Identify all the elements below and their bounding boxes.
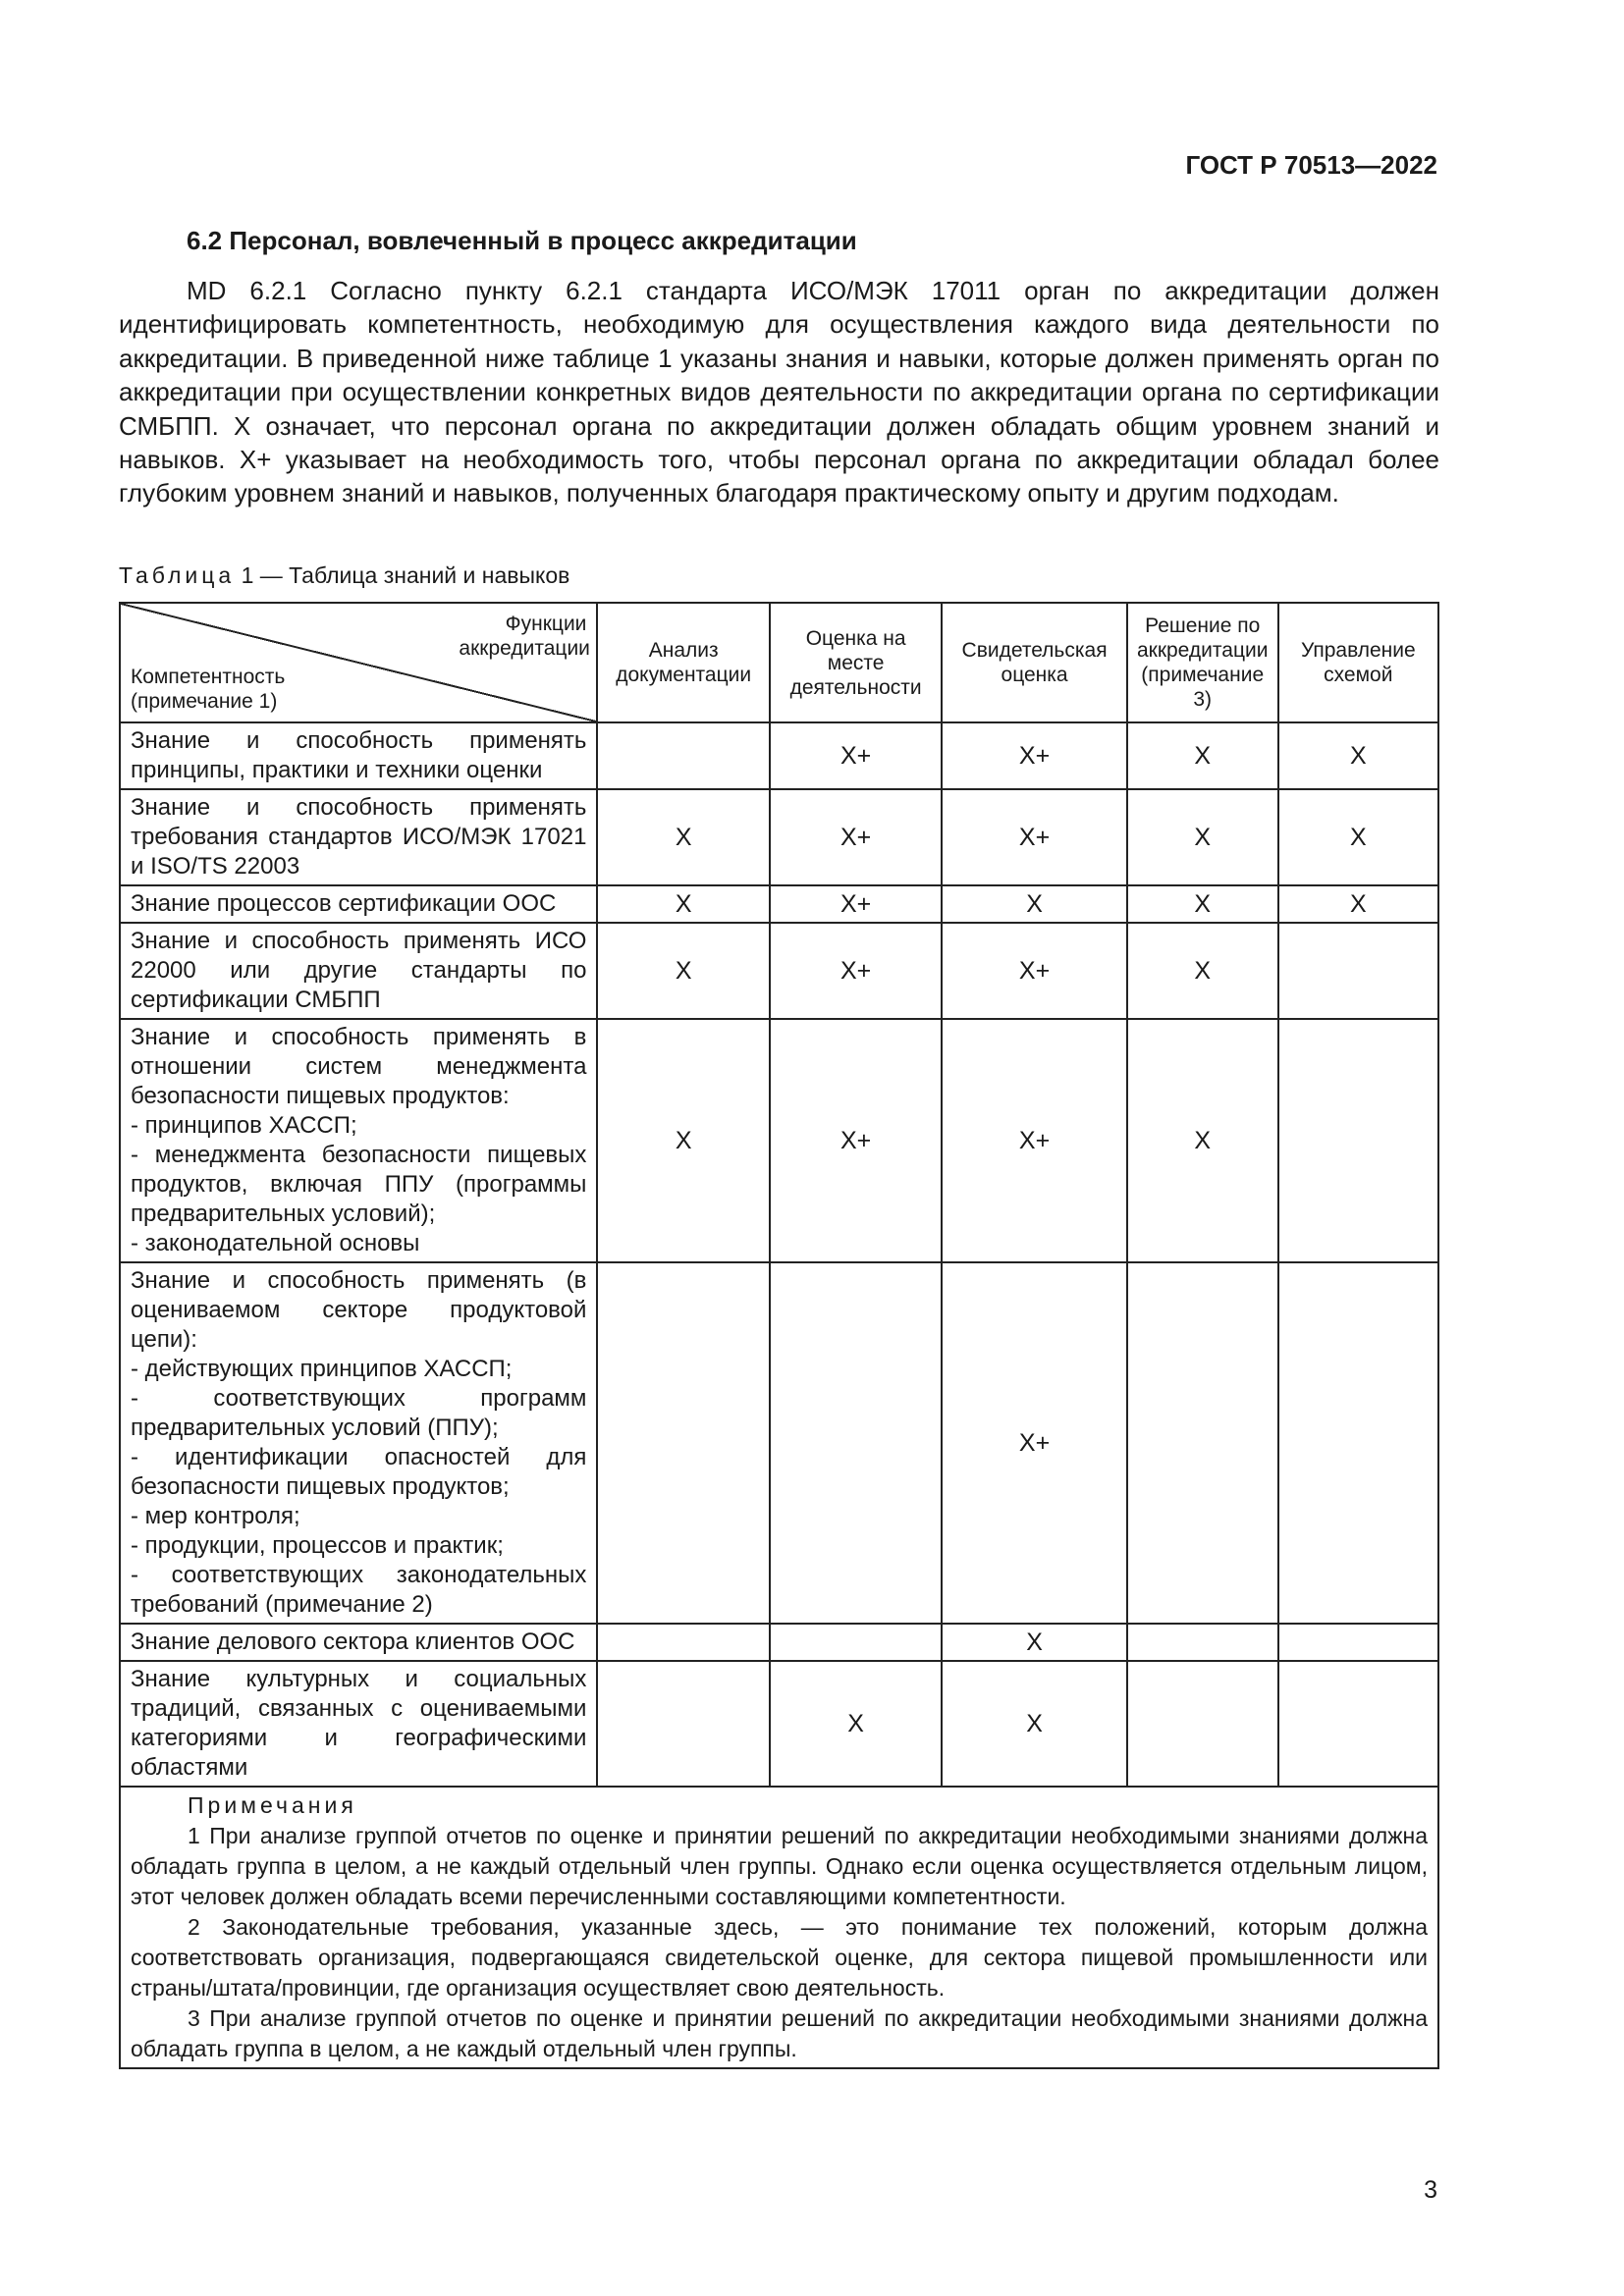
mark-cell: Х+ xyxy=(770,923,942,1019)
knowledge-table xyxy=(119,602,1439,2069)
mark-cell xyxy=(597,1624,770,1661)
mark-cell: Х xyxy=(1127,789,1278,885)
competence-line: - законодательной основы xyxy=(131,1230,420,1256)
mark-cell xyxy=(1127,1624,1278,1661)
mark-cell xyxy=(1278,1019,1438,1262)
mark-cell: Х xyxy=(597,923,770,1019)
competence-line: - соответствующих программ предварительных условий (ППУ); xyxy=(131,1385,587,1441)
mark-cell: Х xyxy=(1278,885,1438,923)
competence-line: - мер контроля; xyxy=(131,1503,300,1529)
mark-cell: Х+ xyxy=(770,789,942,885)
competence-cell: Знание делового сектора клиентов ООС xyxy=(120,1624,597,1661)
competence-line: - принципов ХАССП; xyxy=(131,1112,357,1139)
table-row xyxy=(120,885,1438,923)
competence-line: Знание и способность применять (в оцениваемом секторе продуктовой цепи): xyxy=(131,1267,587,1353)
mark-cell: Х+ xyxy=(770,885,942,923)
column-header-accreditation-decision: Решение по аккредитации (примечание 3) xyxy=(1127,603,1278,722)
notes-title: Примечания xyxy=(188,1792,357,1818)
mark-cell xyxy=(597,1661,770,1787)
mark-cell: Х+ xyxy=(942,789,1126,885)
page-number: 3 xyxy=(1424,2176,1437,2204)
mark-cell: Х+ xyxy=(942,722,1126,789)
table-row xyxy=(120,1262,1438,1624)
competence-cell: Знание культурных и социальных традиций, связанных с оцениваемыми категориями и географическими областями xyxy=(120,1661,597,1787)
table-caption-text: 1 — Таблица знаний и навыков xyxy=(241,562,570,588)
mark-cell: Х+ xyxy=(770,1019,942,1262)
mark-cell: Х xyxy=(597,789,770,885)
column-header-witness-assessment: Свидетельская оценка xyxy=(942,603,1126,722)
competence-line: Знание и способность применять в отношении систем менеджмента безопасности пищевых продуктов: xyxy=(131,1024,587,1109)
mark-cell xyxy=(770,1624,942,1661)
mark-cell: Х xyxy=(1127,923,1278,1019)
competence-cell: Знание процессов сертификации ООС xyxy=(120,885,597,923)
table-body xyxy=(120,722,1438,2068)
corner-competence-label: Компетентность (примечание 1) xyxy=(131,666,286,713)
mark-cell: Х xyxy=(1278,722,1438,789)
note-item: 3 При анализе группой отчетов по оценке и принятии решений по аккредитации необходимыми знаниями должна обладать группа в целом, а не каждый отдельный член группы. xyxy=(131,2005,1428,2061)
mark-cell: Х xyxy=(770,1661,942,1787)
table-row xyxy=(120,1661,1438,1787)
table-row xyxy=(120,722,1438,789)
mark-cell xyxy=(1278,923,1438,1019)
corner-functions-label: Функции аккредитации xyxy=(459,613,590,660)
mark-cell: Х xyxy=(597,1019,770,1262)
mark-cell xyxy=(597,722,770,789)
mark-cell: Х+ xyxy=(942,1262,1126,1624)
mark-cell xyxy=(1127,1661,1278,1787)
competence-cell: Знание и способность применять требования стандартов ИСО/МЭК 17021 и ISO/TS 22003 xyxy=(120,789,597,885)
note-item: 1 При анализе группой отчетов по оценке и принятии решений по аккредитации необходимыми знаниями должна обладать группа в целом, а не каждый отдельный член группы. Однако если оценка осуществляется отдельным лицом, этот человек должен обладать всеми перечисленными составляющими компетентности. xyxy=(131,1823,1428,1909)
mark-cell xyxy=(770,1262,942,1624)
mark-cell: Х xyxy=(1127,885,1278,923)
column-header-scheme-management: Управление схемой xyxy=(1278,603,1438,722)
notes-cell xyxy=(120,1787,1438,2068)
mark-cell: Х xyxy=(1127,1019,1278,1262)
mark-cell: Х xyxy=(1278,789,1438,885)
competence-line: - продукции, процессов и практик; xyxy=(131,1532,504,1559)
competence-cell: Знание и способность применять ИСО 22000 или другие стандарты по сертификации СМБПП xyxy=(120,923,597,1019)
mark-cell: Х xyxy=(597,885,770,923)
competence-cell: Знание и способность применять принципы, практики и техники оценки xyxy=(120,722,597,789)
mark-cell xyxy=(597,1262,770,1624)
mark-cell: Х+ xyxy=(942,923,1126,1019)
competence-line: - действующих принципов ХАССП; xyxy=(131,1356,513,1382)
mark-cell: Х+ xyxy=(942,1019,1126,1262)
notes-row xyxy=(120,1787,1438,2068)
table-row xyxy=(120,789,1438,885)
body-paragraph: MD 6.2.1 Согласно пункту 6.2.1 стандарта ИСО/МЭК 17011 орган по аккредитации должен идентифицировать компетентность, необходимую для осуществления каждого вида деятельности по аккредитации. В приведенной ниже таблице 1 указаны знания и навыки, которые должен применять орган по аккредитации при осуществлении конкретных видов деятельности по аккредитации органа по сертификации СМБПП. Х означает, что персонал органа по аккредитации должен обладать общим уровнем знаний и навыков. Х+ указывает на необходимость того, чтобы персонал органа по аккредитации обладал более глубоким уровнем знаний и навыков, полученных благодаря практическому опыту и другим подходам. xyxy=(119,276,1439,508)
competence-cell xyxy=(120,1262,597,1624)
mark-cell: Х+ xyxy=(770,722,942,789)
mark-cell xyxy=(1127,1262,1278,1624)
mark-cell: Х xyxy=(1127,722,1278,789)
mark-cell: Х xyxy=(942,1624,1126,1661)
document-code: ГОСТ Р 70513—2022 xyxy=(1185,150,1437,180)
competence-cell xyxy=(120,1019,597,1262)
table-row xyxy=(120,1624,1438,1661)
note-item: 2 Законодательные требования, указанные здесь, — это понимание тех положений, которым должна соответствовать организация, подвергающаяся свидетельской оценке, для сектора пищевой промышленности или страны/штата/провинции, где организация осуществляет свою деятельность. xyxy=(131,1914,1428,2001)
table-caption xyxy=(119,562,569,589)
table-header-row xyxy=(120,603,1438,722)
mark-cell xyxy=(1278,1262,1438,1624)
mark-cell: Х xyxy=(942,1661,1126,1787)
table-row xyxy=(120,1019,1438,1262)
competence-line: - менеджмента безопасности пищевых продуктов, включая ППУ (программы предварительных условий); xyxy=(131,1142,587,1227)
column-header-document-review: Анализ документации xyxy=(597,603,770,722)
corner-header-cell xyxy=(120,603,597,722)
table-row xyxy=(120,923,1438,1019)
mark-cell xyxy=(1278,1661,1438,1787)
mark-cell: Х xyxy=(942,885,1126,923)
mark-cell xyxy=(1278,1624,1438,1661)
section-title: 6.2 Персонал, вовлеченный в процесс аккредитации xyxy=(187,226,857,255)
column-header-onsite-assessment: Оценка на месте деятельности xyxy=(770,603,942,722)
competence-line: - соответствующих законодательных требований (примечание 2) xyxy=(131,1562,587,1618)
table-caption-label: Таблица xyxy=(119,562,236,588)
competence-line: - идентификации опасностей для безопасности пищевых продуктов; xyxy=(131,1444,587,1500)
